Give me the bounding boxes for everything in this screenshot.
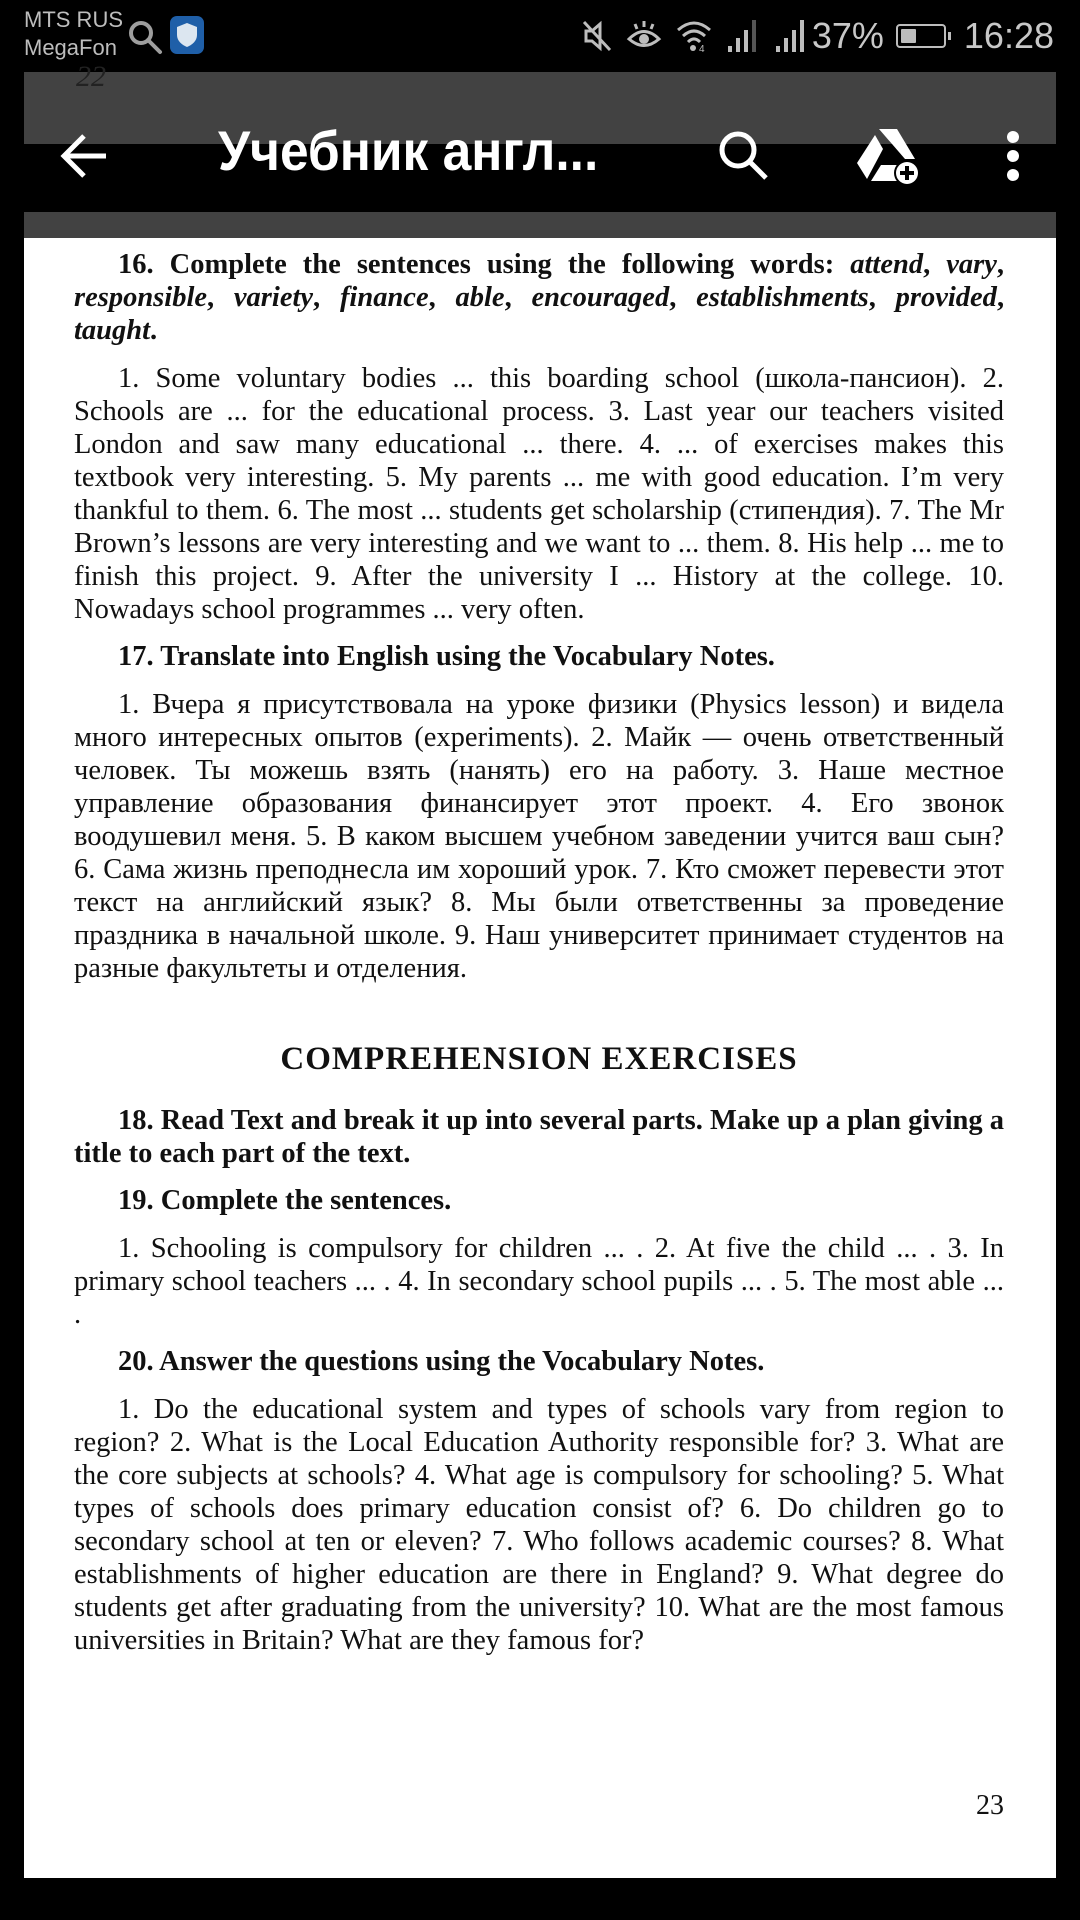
more-vert-icon — [1003, 128, 1023, 184]
exercise-17-text: 1. Вчера я присутствовала на уроке физики (Physics lesson) и видела много интересных опытов (experiments). 2. Майк — очень ответственный человек. Ты можешь взять (нанять) его на работу. 3. Наше местное управление образования финансирует этот проект. 4. Его звонок воодушевил меня. 5. В каком высшем учебном заведении учится ваш сын? 6. Сама жизнь преподнесла им хороший урок. 7. Кто сможет перевести этот текст на английский язык? 8. Мы были ответственны за проведение праздника в начальной школе. 9. Наш университет принимает студентов на разные факультеты и отделения. — [74, 689, 1004, 984]
battery-percent: 37% — [811, 15, 884, 56]
add-to-drive-button[interactable] — [854, 124, 922, 188]
exercise-18-task: 18. Read Text and break it up into several parts. Make up a plan giving a title to each part of the text. — [74, 1105, 1004, 1169]
exercise-20-text: 1. Do the educational system and types of schools vary from region to region? 2. What is the Local Education Authority responsible for? 3. What are the core subjects at schools? 4. What age is compulsory for schooling? 5. What types of schools does primary education consist of? 6. Do children go to secondary school at ten or eleven? 7. Who follows academic courses? 8. What establishments of higher education are there in England? 9. What degree do students get after graduating from the university? 10. What are the most famous universities in Britain? What are they famous for? — [74, 1394, 1004, 1656]
battery-level-fill — [901, 29, 916, 43]
status-bar — [0, 0, 1080, 72]
wifi-icon — [674, 18, 714, 54]
keyword: finance — [339, 282, 429, 313]
keyword: responsible — [74, 282, 208, 313]
search-icon — [716, 128, 772, 184]
page-content — [74, 238, 1004, 1657]
clock: 16:28 — [963, 15, 1054, 56]
back-arrow-icon — [58, 130, 110, 182]
previous-page-number: 22 — [76, 60, 106, 93]
shield-app-icon — [170, 16, 204, 54]
keyword: attend — [850, 249, 924, 280]
carrier-1: MTS RUS — [24, 7, 123, 32]
search-button[interactable] — [714, 126, 774, 186]
status-icons — [580, 14, 1054, 58]
exercise-19-text: 1. Schooling is compulsory for children ... . 2. At five the child ... . 3. In primary school teachers ... . 4. In secondary school pupils ... . 5. The most able ... . — [74, 1233, 1004, 1330]
section-heading: COMPREHENSION EXERCISES — [280, 1041, 798, 1077]
exercise-16-instruction: 16. Complete the sentences using the following words: — [118, 249, 851, 280]
page-number: 23 — [976, 1790, 1004, 1821]
battery-icon — [896, 24, 946, 48]
svg-text:4: 4 — [698, 44, 705, 54]
keyword: establishments — [696, 282, 869, 313]
exercise-19-task: 19. Complete the sentences. — [118, 1185, 452, 1216]
exercise-16-text: 1. Some voluntary bodies ... this boarding school (школа-пансион). 2. Schools are ... for the educational process. 3. Last year our teachers visited London and saw many educational ... there. 4. ... of exercises makes this textbook very interesting. 5. My parents ... me with good education. I’m very thankful to them. 6. The most ... students get scholarship (стипендия). 7. The Mr Brown’s lessons are very interesting and we want to ... them. 8. His help ... me to finish this project. 9. After the university I ... History at the college. 10. Nowadays school programmes ... very often. — [74, 363, 1004, 625]
keyword: variety — [233, 282, 314, 313]
exercise-17-task: 17. Translate into English using the Vocabulary Notes. — [118, 641, 775, 672]
drive-add-icon — [855, 125, 921, 187]
keyword: vary — [946, 249, 997, 280]
keyword: provided — [895, 282, 997, 313]
page-gap — [24, 212, 1056, 238]
exercise-16-task — [74, 248, 1004, 347]
exercise-20-task: 20. Answer the questions using the Vocabulary Notes. — [118, 1346, 765, 1377]
more-options-button[interactable] — [990, 124, 1036, 188]
exercise-16-word-list: attend, vary, responsible, variety, finance, able, encouraged, establishments, provided, taught. — [74, 249, 1005, 346]
document-page[interactable] — [24, 238, 1056, 1878]
keyword: encouraged — [531, 282, 670, 313]
eye-comfort-icon — [626, 18, 662, 54]
signal-icon-2 — [774, 18, 810, 54]
document-title: Учебник англ... — [218, 119, 599, 182]
carrier-2: MegaFon — [24, 35, 117, 60]
carrier-names — [24, 6, 123, 62]
keyword: able — [455, 282, 505, 313]
search-icon — [126, 18, 164, 56]
mute-icon — [580, 18, 614, 54]
signal-icon-1 — [726, 18, 762, 54]
back-button[interactable] — [56, 128, 112, 184]
keyword: taught — [74, 315, 151, 346]
